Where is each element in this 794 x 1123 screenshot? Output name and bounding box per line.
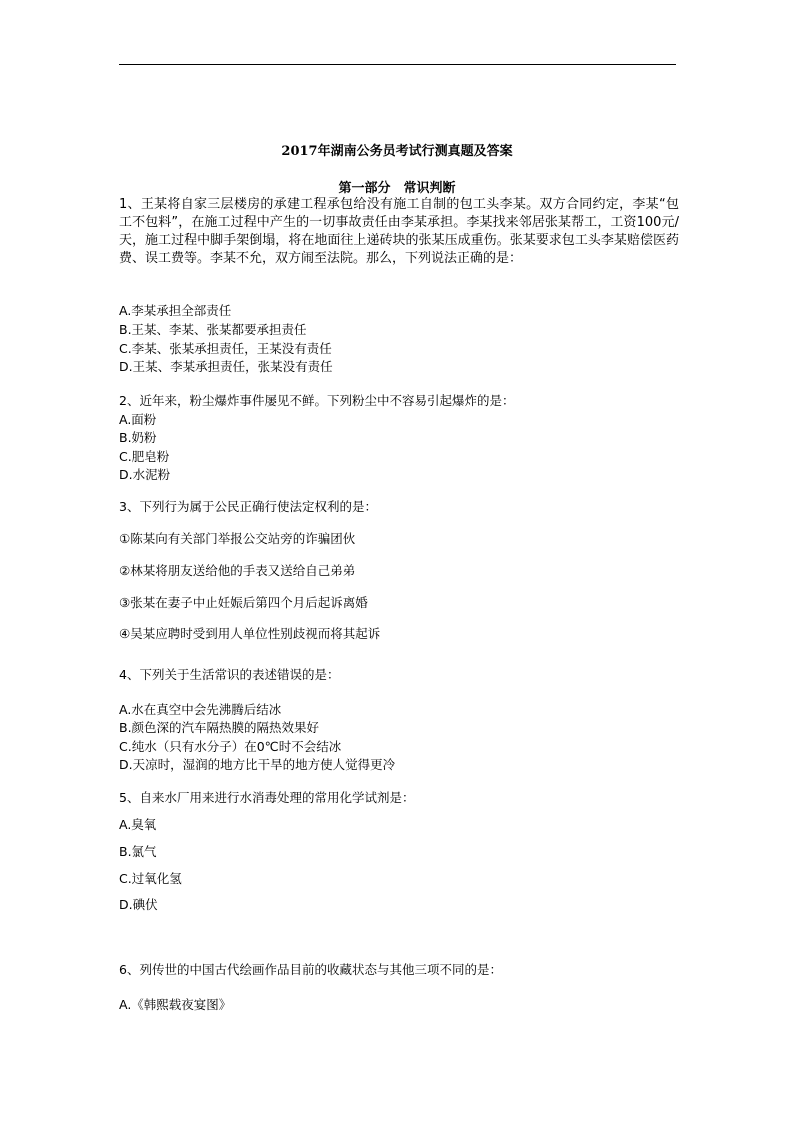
header-rule	[119, 64, 676, 65]
question-2-option-a: A.面粉	[119, 412, 157, 427]
question-1-option-b: B.王某、李某、张某都要承担责任	[119, 322, 307, 337]
question-4-option-d: D.天凉时，湿润的地方比干旱的地方使人觉得更冷	[119, 757, 396, 772]
question-3-item-4: ④吴某应聘时受到用人单位性别歧视而将其起诉	[119, 626, 381, 641]
question-6-option-a: A.《韩熙载夜宴图》	[119, 997, 232, 1012]
question-5-option-a: A.臭氧	[119, 817, 157, 832]
question-4-option-a: A.水在真空中会先沸腾后结冰	[119, 702, 282, 717]
question-1-option-c: C.李某、张某承担责任，王某没有责任	[119, 341, 332, 356]
question-3-item-2: ②林某将朋友送给他的手表又送给自己弟弟	[119, 563, 356, 578]
question-4-stem: 4、下列关于生活常识的表述错误的是：	[119, 667, 340, 682]
document-title: 2017年湖南公务员考试行测真题及答案	[281, 144, 513, 159]
question-2-stem: 2、近年来，粉尘爆炸事件屡见不鲜。下列粉尘中不容易引起爆炸的是：	[119, 393, 515, 408]
question-6-stem: 6、列传世的中国古代绘画作品目前的收藏状态与其他三项不同的是：	[119, 962, 502, 977]
question-1-option-a: A.李某承担全部责任	[119, 303, 232, 318]
question-5-option-d: D.碘伏	[119, 897, 158, 912]
question-3-stem: 3、下列行为属于公民正确行使法定权利的是：	[119, 499, 377, 514]
question-5-stem: 5、自来水厂用来进行水消毒处理的常用化学试剂是：	[119, 790, 415, 805]
question-2-option-c: C.肥皂粉	[119, 449, 170, 464]
question-1-stem: 1、王某将自家三层楼房的承建工程承包给没有施工自制的包工头李某。双方合同约定，李某“包工不包料”，在施工过程中产生的一切事故责任由李某承担。李某找来邻居张某帮工，工资100元/天，施工过程中脚手架倒塌，将在地面往上递砖块的张某压成重伤。张某要求包工头李某赔偿医药费、误工费等。李某不允，双方闹至法院。那么，下列说法正确的是：	[119, 197, 679, 266]
question-5-option-c: C.过氧化氢	[119, 871, 182, 886]
question-3-item-1: ①陈某向有关部门举报公交站旁的诈骗团伙	[119, 531, 356, 546]
question-2-option-d: D.水泥粉	[119, 467, 171, 482]
question-5-option-b: B.氯气	[119, 844, 157, 859]
question-1-option-d: D.王某、李某承担责任，张某没有责任	[119, 359, 333, 374]
section-title: 第一部分 常识判断	[338, 181, 456, 196]
question-4-option-b: B.颜色深的汽车隔热膜的隔热效果好	[119, 720, 320, 735]
question-4-option-c: C.纯水（只有水分子）在0℃时不会结冰	[119, 739, 342, 754]
question-3-item-3: ③张某在妻子中止妊娠后第四个月后起诉离婚	[119, 595, 368, 610]
question-2-option-b: B.奶粉	[119, 430, 157, 445]
